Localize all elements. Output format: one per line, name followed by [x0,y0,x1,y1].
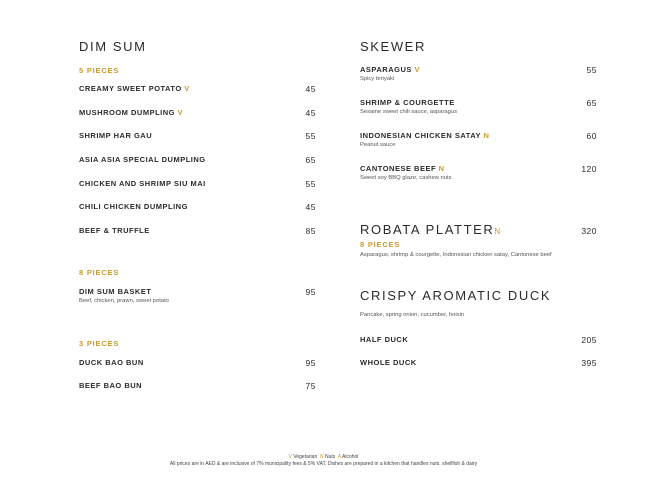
menu-item [79,84,190,93]
menu-item: SHRIMP HAR GAU [79,131,153,140]
item-price: 95 [305,287,316,297]
vegetarian-mark: V [184,84,190,93]
skewer-heading: SKEWER [360,39,426,54]
legend [0,454,647,460]
item-price: 60 [586,131,597,141]
item-description: Spicy teriyaki [360,76,395,82]
item-price: 95 [305,358,316,368]
menu-item [360,65,420,74]
nuts-mark: N [438,164,445,173]
item-price: 45 [305,84,316,94]
item-price: 45 [305,108,316,118]
item-name: CREAMY SWEET POTATO [79,84,182,93]
duck-heading: CRISPY AROMATIC DUCK [360,288,552,303]
legend-alcohol-text: Alcohol [342,454,359,460]
robata-heading [360,222,502,237]
menu-item: WHOLE DUCK [360,358,417,367]
nuts-mark: N [483,131,490,140]
item-name: CANTONESE BEEF [360,164,437,173]
item-price: 55 [586,65,597,75]
item-price: 55 [305,179,316,189]
footer-note: All prices are in AED & are inclusive of 7% municipality fees & 5% VAT. Dishes are prepared in a kitchen that handles nuts, shellfish & dairy [169,461,478,467]
menu-item [79,108,183,117]
item-price: 65 [305,155,316,165]
item-description: Sesame sweet chili sauce, asparagus [360,109,457,115]
menu-item: SHRIMP & COURGETTE [360,98,455,107]
item-price: 120 [581,164,597,174]
menu-item: CHICKEN AND SHRIMP SIU MAI [79,179,206,188]
vegetarian-mark: V [177,108,184,117]
legend-nuts-text: Nuts [325,454,336,460]
menu-item: ASIA ASIA SPECIAL DUMPLING [79,155,206,164]
item-price: 55 [305,131,316,141]
legend-vegetarian-text: Vegetarian [293,454,318,460]
item-price: 65 [586,98,597,108]
item-price: 395 [581,358,597,368]
robata-price: 320 [581,226,597,236]
item-description: Beef, chicken, prawn, sweet potato [79,298,169,304]
menu-item: DUCK BAO BUN [79,358,144,367]
five-pieces-label: 5 PIECES [79,66,120,75]
three-pieces-label: 3 PIECES [79,339,120,348]
duck-description: Pancake, spring onion, cucumber, hoisin [360,312,465,318]
menu-item: CHILI CHICKEN DUMPLING [79,202,188,211]
item-name: MUSHROOM DUMPLING [79,108,175,117]
menu-item: BEEF BAO BUN [79,381,143,390]
menu-item [360,164,445,173]
item-name: INDONESIAN CHICKEN SATAY [360,131,481,140]
item-price: 45 [305,202,316,212]
item-description: Sweet soy BBQ glaze, cashew nuts [360,175,452,181]
dim-sum-heading: DIM SUM [79,39,147,54]
robata-pieces-label: 8 PIECES [360,240,401,249]
menu-item: HALF DUCK [360,335,409,344]
item-price: 75 [305,381,316,391]
nuts-mark: N [494,227,502,236]
item-name: ASPARAGUS [360,65,412,74]
eight-pieces-label: 8 PIECES [79,268,120,277]
legend-alcohol-mark: A [337,454,341,460]
menu-item [360,131,489,140]
vegetarian-mark: V [414,65,420,74]
menu-item: BEEF & TRUFFLE [79,226,150,235]
robata-description: Asparagus, shrimp & courgette, Indonesian chicken satay, Cantonese beef [360,252,552,258]
robata-title: ROBATA PLATTER [360,222,495,237]
item-description: Peanut sauce [360,142,396,148]
menu-item: DIM SUM BASKET [79,287,152,296]
item-price: 205 [581,335,597,345]
legend-vegetarian-mark: V [288,454,292,460]
legend-nuts-mark: N [320,454,324,460]
item-price: 85 [305,226,316,236]
